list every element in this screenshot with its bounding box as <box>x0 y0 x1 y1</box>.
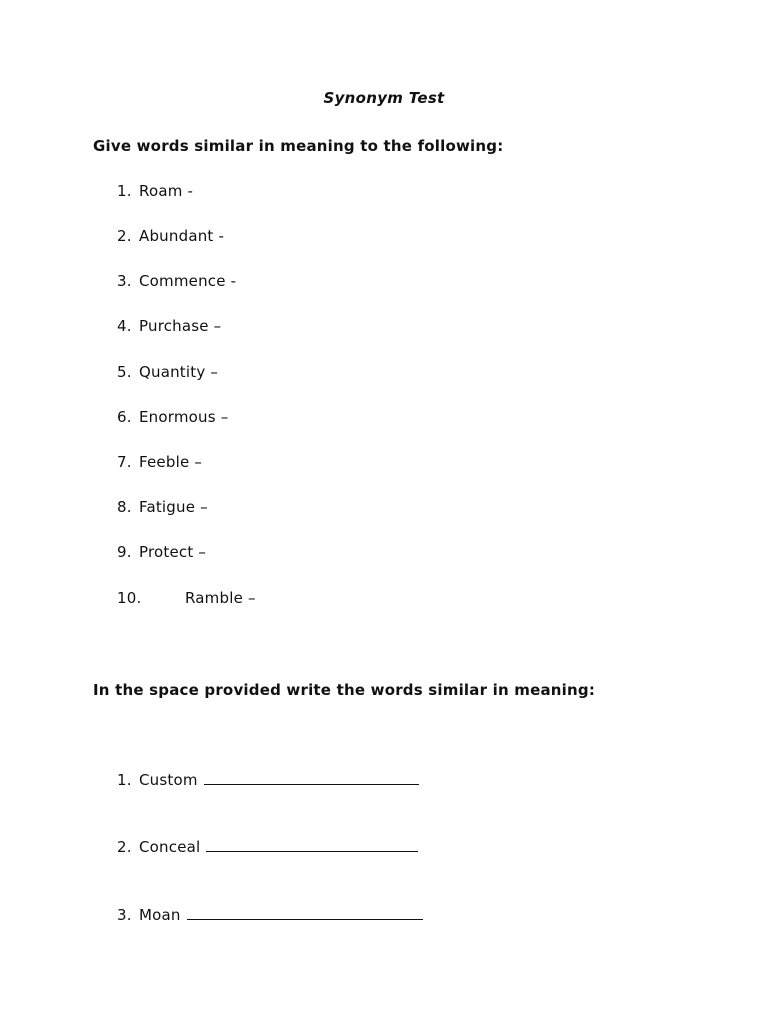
item-word: Ramble – <box>185 589 256 607</box>
fill-in-item <box>117 770 419 789</box>
section1-instruction: Give words similar in meaning to the following: <box>93 137 504 155</box>
fill-in-item <box>117 837 418 856</box>
item-number: 3. <box>117 906 132 924</box>
answer-blank-line <box>204 770 419 785</box>
list-item <box>117 589 256 607</box>
item-word: Moan <box>139 906 181 924</box>
item-number: 7. <box>117 453 132 471</box>
item-number: 5. <box>117 363 132 381</box>
item-word: Enormous – <box>139 408 229 426</box>
item-word: Fatigue – <box>139 498 208 516</box>
item-word: Protect – <box>139 543 207 561</box>
list-item <box>117 363 218 381</box>
list-item <box>117 408 228 426</box>
list-item <box>117 317 221 335</box>
item-word: Roam - <box>139 182 194 200</box>
answer-blank-line <box>206 837 418 852</box>
item-number: 10. <box>117 589 142 607</box>
list-item <box>117 498 208 516</box>
item-word: Abundant - <box>139 227 225 245</box>
section2-instruction: In the space provided write the words similar in meaning: <box>93 681 596 699</box>
item-word: Conceal <box>139 838 201 856</box>
item-number: 3. <box>117 272 132 290</box>
item-word: Feeble – <box>139 453 203 471</box>
list-item <box>117 543 206 561</box>
item-word: Custom <box>139 771 198 789</box>
title-text: Synonym Test <box>323 89 445 107</box>
item-word: Quantity – <box>139 363 219 381</box>
item-number: 8. <box>117 498 132 516</box>
list-item <box>117 272 236 290</box>
item-word: Commence - <box>139 272 237 290</box>
item-number: 2. <box>117 838 132 856</box>
item-number: 1. <box>117 771 132 789</box>
item-number: 9. <box>117 543 132 561</box>
item-number: 1. <box>117 182 132 200</box>
fill-in-item <box>117 905 423 924</box>
list-item <box>117 453 202 471</box>
answer-blank-line <box>187 905 423 920</box>
item-word: Purchase – <box>139 317 222 335</box>
list-item <box>117 227 224 245</box>
item-number: 6. <box>117 408 132 426</box>
item-number: 4. <box>117 317 132 335</box>
list-item <box>117 182 193 200</box>
item-number: 2. <box>117 227 132 245</box>
document-title <box>0 89 768 107</box>
